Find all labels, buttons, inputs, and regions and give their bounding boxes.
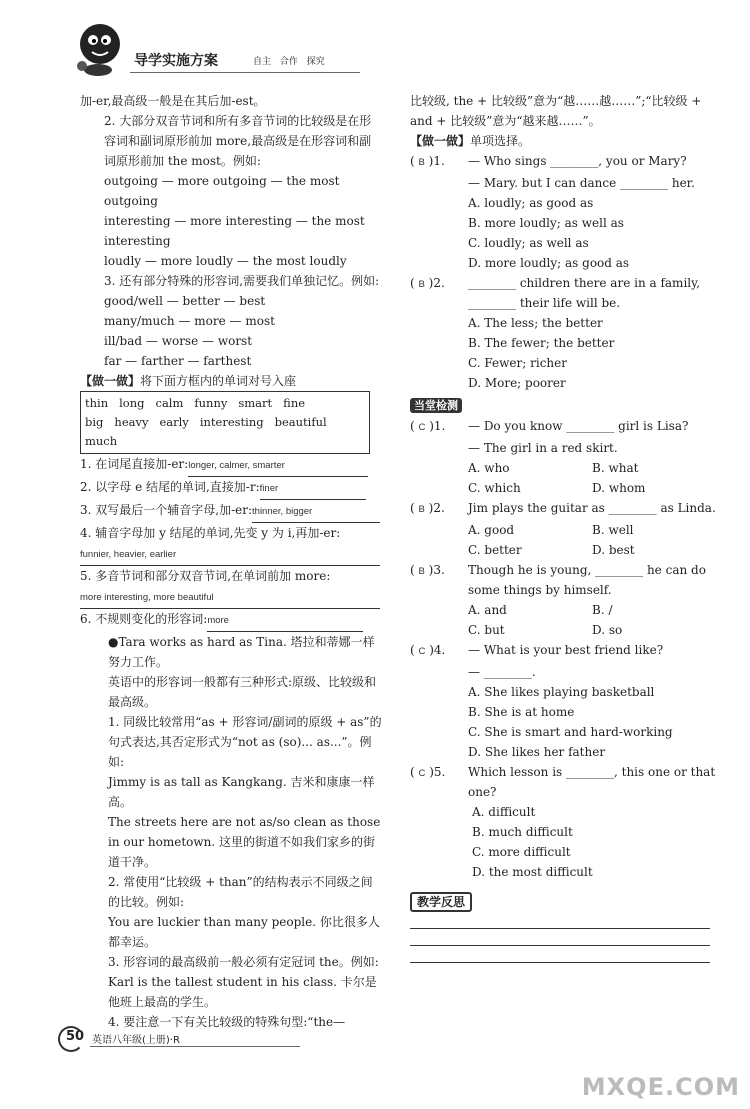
options-grid (410, 600, 720, 640)
reflection-line[interactable] (410, 929, 710, 946)
rule-item: 1. 在词尾直接加-er:longer, calmer, smarter (80, 454, 382, 477)
question: ( B )2. ________ children there are in a family, ________ their life will be. (410, 273, 720, 313)
page-number: 50 (66, 1029, 85, 1044)
option: D. more loudly; as good as (468, 256, 630, 270)
option: A. loudly; as good as (468, 196, 594, 210)
book-label: 英语八年级(上册)·R (92, 1035, 180, 1046)
option: A. The less; the better (468, 316, 603, 330)
example-para: You are luckier than many people. 你比很多人都幸运。 (108, 915, 380, 949)
answer-mark: B (418, 157, 425, 168)
option: A. She likes playing basketball (468, 685, 655, 699)
option: B. more loudly; as well as (468, 216, 624, 230)
question: ( C )4. — What is your best friend like? (410, 640, 720, 662)
option: C. Fewer; richer (468, 356, 567, 370)
example-line: good/well — better — best (104, 294, 266, 308)
question-stem: Which lesson is ________, this one or that one? (468, 765, 716, 799)
example-para: Jimmy is as tall as Kangkang. 吉米和康康一样高。 (108, 775, 375, 809)
rule-item: 4. 辅音字母加 y 结尾的单词,先变 y 为 i,再加-er: funnier, heavier, earlier (80, 523, 382, 566)
option: B. well (592, 523, 634, 537)
option: C. loudly; as well as (468, 236, 589, 250)
word-box-row: thin long calm funny smart fine (85, 396, 306, 410)
reflect-badge: 教学反思 (410, 892, 472, 912)
example-para: The streets here are not as/so clean as those in our hometown. 这里的街道不如我们家乡的街道干净。 (108, 815, 381, 869)
example-line: loudly — more loudly — the most loudly (104, 254, 347, 268)
question: ( C )1. — Do you know ________ girl is Lisa? (410, 416, 720, 438)
rule-item: 3. 双写最后一个辅音字母,加-er:thinner, bigger (80, 500, 382, 523)
doit-heading: 【做一做】将下面方框内的单词对号入座 (80, 374, 297, 388)
answer-mark: C (418, 646, 426, 657)
question: ( B )1. — Who sings ________, you or Mary? (410, 151, 720, 173)
footer-rule (90, 1046, 300, 1047)
question: ( B )3. Though he is young, ________ he can do some things by himself. (410, 560, 720, 600)
text-para: 2. 常使用“比较级 + than”的结构表示不同级之间的比较。例如: (108, 875, 373, 909)
question-stem: — What is your best friend like? (468, 643, 664, 657)
option: B. / (592, 603, 613, 617)
question-stem: — The girl in a red skirt. (468, 441, 618, 455)
option: C. She is smart and hard-working (468, 725, 673, 739)
question-stem: Jim plays the guitar as ________ as Linda. (468, 501, 716, 515)
question-stem: — Who sings ________, you or Mary? (468, 154, 687, 168)
option: D. She likes her father (468, 745, 606, 759)
watermark: MXQE.COM (581, 1073, 740, 1101)
header-tags: 自主 合作 探究 (253, 57, 325, 67)
text-para: 2. 大部分双音节词和所有多音节词的比较级是在形容词和副词原形前加 more,最高级是在形容词和副词原形前加 the most。例如: (104, 114, 372, 168)
answer-mark: B (418, 504, 425, 515)
mascot-icon (70, 18, 128, 82)
option: A. who (468, 461, 510, 475)
rule-item: 5. 多音节词和部分双音节词,在单词前加 more: more interesting, more beautiful (80, 566, 382, 609)
section-heading (410, 892, 720, 912)
answer-mark: B (418, 566, 425, 577)
check-badge: 当堂检测 (410, 398, 462, 413)
text-para: 3. 还有部分特殊的形容词,需要我们单独记忆。例如: (104, 274, 380, 288)
option: D. the most difficult (472, 865, 593, 879)
key-sentence: ●Tara works as hard as Tina. 塔拉和蒂娜一样努力工作。 (108, 635, 375, 669)
option: B. what (592, 461, 639, 475)
doit-heading: 【做一做】单项选择。 (410, 134, 531, 148)
option: B. The fewer; the better (468, 336, 615, 350)
option: C. which (468, 481, 521, 495)
text-para: 3. 形容词的最高级前一般必须有定冠词 the。例如: (108, 955, 379, 969)
answer-mark: B (418, 279, 425, 290)
reflection-line[interactable] (410, 946, 710, 963)
example-line: far — farther — farthest (104, 354, 252, 368)
option: C. better (468, 543, 522, 557)
section-heading (410, 395, 720, 416)
text-line: 加-er,最高级一般是在其后加-est。 (80, 94, 266, 108)
option: A. and (468, 603, 507, 617)
question-stem: Though he is young, ________ he can do some things by himself. (468, 563, 706, 597)
option: D. whom (592, 481, 646, 495)
option: A. good (468, 523, 515, 537)
option: B. She is at home (468, 705, 575, 719)
right-column (410, 91, 720, 963)
text-para: 英语中的形容词一般都有三种形式:原级、比较级和最高级。 (108, 675, 377, 709)
example-line: interesting — more interesting — the most interesting (104, 214, 365, 248)
left-column (80, 91, 382, 1032)
option: C. but (468, 623, 505, 637)
header-rule (130, 72, 360, 73)
text-para: 4. 要注意一下有关比较级的特殊句型:“the— (108, 1015, 346, 1029)
question-stem: — Mary. but I can dance ________ her. (468, 176, 695, 190)
option: D. so (592, 623, 623, 637)
answer-mark: C (418, 422, 426, 433)
rule-item: 6. 不规则变化的形容词:more (80, 609, 382, 632)
option: D. More; poorer (468, 376, 566, 390)
rule-item: 2. 以字母 e 结尾的单词,直接加-r:finer (80, 477, 382, 500)
question-stem: — Do you know ________ girl is Lisa? (468, 419, 689, 433)
options-grid (410, 520, 720, 560)
question: ( B )2. Jim plays the guitar as ________ as Linda. (410, 498, 720, 520)
example-line: many/much — more — most (104, 314, 275, 328)
text-para: 1. 同级比较常用“as + 形容词/副词的原级 + as”的句式表达,其否定形式为“not as (so)... as...”。例如: (108, 715, 382, 769)
option: A. difficult (472, 805, 536, 819)
example-line: outgoing — more outgoing — the most outgoing (104, 174, 340, 208)
option: D. best (592, 543, 635, 557)
word-box-row: big heavy early interesting beautifulmuch (85, 415, 327, 448)
question-stem: ________ children there are in a family, ________ their life will be. (468, 276, 701, 310)
question-stem: — ________. (468, 665, 536, 679)
answer-mark: C (418, 768, 426, 779)
options-grid (410, 458, 720, 498)
header-title: 导学实施方案 (134, 53, 218, 69)
option: B. much difficult (472, 825, 573, 839)
reflection-line[interactable] (410, 912, 710, 929)
word-box (80, 391, 370, 454)
option: C. more difficult (472, 845, 571, 859)
text-para: 比较级, the + 比较级”意为“越……越……”;“比较级 + and + 比较级”意为“越来越……”。 (410, 94, 702, 128)
question: ( C )5. Which lesson is ________, this one or that one? (410, 762, 720, 802)
example-para: Karl is the tallest student in his class. 卡尔是他班上最高的学生。 (108, 975, 377, 1009)
example-line: ill/bad — worse — worst (104, 334, 253, 348)
